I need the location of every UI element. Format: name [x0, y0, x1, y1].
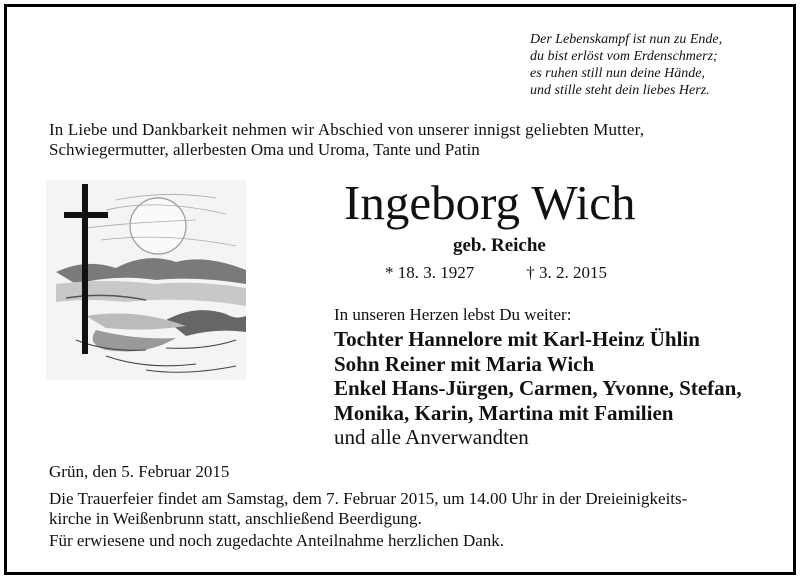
family-list [334, 327, 742, 425]
cross-landscape-icon [46, 180, 246, 380]
funeral-info [49, 489, 765, 529]
poem-line: du bist erlöst vom Erdenschmerz; [530, 49, 718, 64]
family-line: Sohn Reiner mit Maria Wich [334, 351, 595, 376]
intro-line: Schwiegermutter, allerbesten Oma und Uroma, Tante und Patin [49, 140, 480, 159]
family-line: Monika, Karin, Martina mit Familien [334, 400, 674, 425]
death-date: † 3. 2. 2015 [526, 263, 607, 282]
poem-line: Der Lebenskampf ist nun zu Ende, [530, 32, 723, 47]
birth-date: * 18. 3. 1927 [385, 263, 475, 282]
intro-line: In Liebe und Dankbarkeit nehmen wir Abschied von unserer innigst geliebten Mutter, [49, 120, 645, 139]
mourners-intro: In unseren Herzen lebst Du weiter: [334, 305, 572, 324]
funeral-line: kirche in Weißenbrunn statt, anschließend Beerdigung. [49, 509, 422, 528]
deceased-name: Ingeborg Wich [344, 175, 636, 230]
place-date: Grün, den 5. Februar 2015 [49, 462, 230, 481]
funeral-line: Die Trauerfeier findet am Samstag, dem 7. Februar 2015, um 14.00 Uhr in der Dreieinigkeits- [49, 489, 688, 508]
family-line: Enkel Hans-Jürgen, Carmen, Yvonne, Stefan, [334, 376, 742, 400]
intro-text [49, 120, 757, 160]
family-line: Tochter Hannelore mit Karl-Heinz Ühlin [334, 327, 700, 351]
life-dates [385, 263, 607, 283]
poem [530, 31, 722, 99]
maiden-name: geb. Reiche [453, 235, 546, 256]
relatives-line: und alle Anverwandten [334, 425, 529, 449]
obituary-notice [4, 4, 796, 575]
poem-line: und stille steht dein liebes Herz. [530, 83, 710, 98]
poem-line: es ruhen still nun deine Hände, [530, 66, 705, 81]
thanks-line: Für erwiesene und noch zugedachte Anteilnahme herzlichen Dank. [49, 531, 505, 550]
